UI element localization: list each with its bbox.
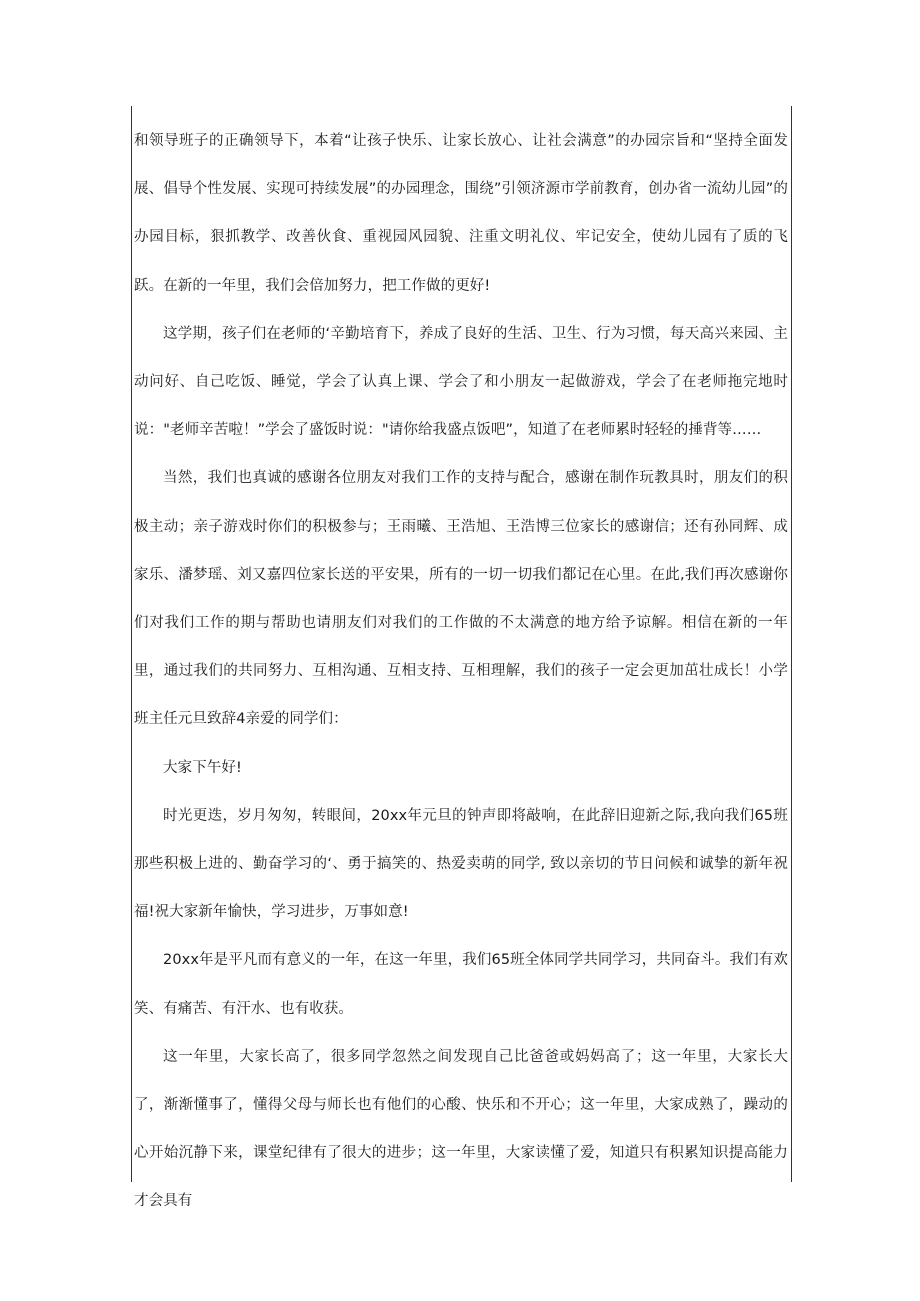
paragraph: 这学期，孩子们在老师的‘辛勤培育下，养成了良好的生活、卫生、行为习惯，每天高兴来园、主动问好、自己吃饭、睡觉，学会了认真上课、学会了和小朋友一起做游戏，学会了在老师拖完地时说："老师辛苦啦！”学会了盛饭时说："请你给我盛点饭吧”，知道了在老师累时轻轻的捶背等……: [134, 325, 788, 439]
paragraph: 20xx年是平凡而有意义的一年，在这一年里，我们65班全体同学共同学习，共同奋斗。我们有欢笑、有痛苦、有汗水、也有收获。: [134, 952, 788, 1017]
paragraph: 当然，我们也真诚的感谢各位朋友对我们工作的支持与配合，感谢在制作玩教具时，朋友们的积极主动；亲子游戏时你们的积极参与；王雨曦、王浩旭、王浩博三位家长的感谢信；还有孙同辉、成家乐、潘梦瑶、刘又嘉四位家长送的平安果，所有的一切一切我们都记在心里。在此,我们再次感谢你们对我们工作的期与帮助也请朋友们对我们的工作做的不太满意的地方给予谅解。相信在新的一年里，通过我们的共同努力、互相沟通、互相支持、互相理解，我们的孩子一定会更加茁壮成长！小学班主任元旦致辞4亲爱的同学们：: [134, 470, 788, 728]
paragraph: 大家下午好!: [163, 759, 242, 776]
document-body: [134, 117, 788, 1226]
paragraph: 这一年里，大家长高了，很多同学忽然之间发现自己比爸爸或妈妈高了；这一年里，大家长大了，渐渐懂事了，懂得父母与师长也有他们的心酸、快乐和不开心；这一年里，大家成熟了，躁动的心开始沉静下来，课堂纪律有了很大的进步；这一年里，大家读懂了爱，知道只有积累知识提高能力才会具有: [134, 1048, 788, 1210]
paragraph: 和领导班子的正确领导下，本着“让孩子快乐、让家长放心、让社会满意”的办园宗旨和“坚持全面发展、倡导个性发展、实现可持续发展”的办园理念，围绕”引领济源市学前教育，创办省一流幼儿园”的办园目标，狠抓教学、改善伙食、重视园风园貌、注重文明礼仪、牢记安全，使幼儿园有了质的飞跃。在新的一年里，我们会倍加努力，把工作做的更好!: [134, 133, 788, 294]
paragraph: 时光更迭，岁月匆匆，转眼间，20xx年元旦的钟声即将敲响，在此辞旧迎新之际,我向我们65班那些积极上进的、勤奋学习的‘、勇于搞笑的、热爱卖萌的同学, 致以亲切的节日问候和诚挚的新年祝福!祝大家新年愉快，学习进步，万事如意!: [134, 807, 788, 921]
